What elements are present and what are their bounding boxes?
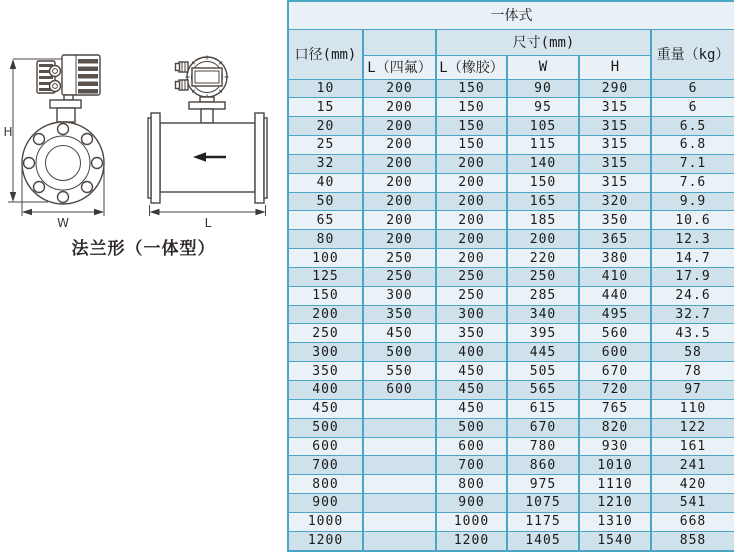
cell-diameter: 800 <box>288 475 363 494</box>
diagram-caption: 法兰形（一体型） <box>71 239 216 259</box>
cell-l-rubber: 900 <box>436 494 507 513</box>
cell-weight: 58 <box>651 343 734 362</box>
cell-weight: 12.3 <box>651 230 734 249</box>
cell-weight: 122 <box>651 418 734 437</box>
cell-l-ptfe: 300 <box>363 286 436 305</box>
front-view <box>3 55 104 230</box>
cell-w: 150 <box>507 173 579 192</box>
cell-h: 560 <box>579 324 651 343</box>
flange-face <box>22 122 104 204</box>
cell-h: 320 <box>579 192 651 211</box>
cell-h: 1010 <box>579 456 651 475</box>
cell-l-rubber: 250 <box>436 286 507 305</box>
table-row <box>288 230 734 249</box>
table-row <box>288 512 734 531</box>
cell-weight: 6.8 <box>651 136 734 155</box>
cell-l-ptfe: 350 <box>363 305 436 324</box>
table-row <box>288 192 734 211</box>
cell-l-ptfe <box>363 437 436 456</box>
cell-diameter: 350 <box>288 362 363 381</box>
header-h: H <box>579 55 651 79</box>
table-row <box>288 211 734 230</box>
pipe-flange-right <box>255 113 264 203</box>
cell-l-ptfe: 600 <box>363 381 436 400</box>
cell-h: 720 <box>579 381 651 400</box>
table-row <box>288 173 734 192</box>
cell-diameter: 125 <box>288 267 363 286</box>
cell-l-rubber: 800 <box>436 475 507 494</box>
pipe-flange-left <box>151 113 160 203</box>
table-row <box>288 399 734 418</box>
cell-l-ptfe <box>363 418 436 437</box>
cell-h: 600 <box>579 343 651 362</box>
cell-weight: 24.6 <box>651 286 734 305</box>
cell-w: 395 <box>507 324 579 343</box>
transmitter-head-side <box>176 56 229 124</box>
cell-l-ptfe: 200 <box>363 211 436 230</box>
cell-l-rubber: 300 <box>436 305 507 324</box>
cell-l-ptfe: 200 <box>363 230 436 249</box>
cell-weight: 858 <box>651 531 734 551</box>
cell-l-ptfe: 500 <box>363 343 436 362</box>
cell-h: 380 <box>579 249 651 268</box>
cell-weight: 97 <box>651 381 734 400</box>
cell-w: 670 <box>507 418 579 437</box>
dimension-l <box>150 205 266 230</box>
cell-l-ptfe: 200 <box>363 79 436 98</box>
cell-diameter: 80 <box>288 230 363 249</box>
table-row <box>288 437 734 456</box>
cell-weight: 110 <box>651 399 734 418</box>
cell-l-rubber: 450 <box>436 362 507 381</box>
cell-w: 1075 <box>507 494 579 513</box>
cell-h: 1210 <box>579 494 651 513</box>
bolt-hole <box>58 192 69 203</box>
cell-w: 90 <box>507 79 579 98</box>
table-row <box>288 98 734 117</box>
table-row <box>288 136 734 155</box>
cell-weight: 78 <box>651 362 734 381</box>
cell-weight: 668 <box>651 512 734 531</box>
cell-h: 290 <box>579 79 651 98</box>
cell-w: 975 <box>507 475 579 494</box>
cell-l-rubber: 200 <box>436 154 507 173</box>
cell-diameter: 1000 <box>288 512 363 531</box>
cell-l-ptfe <box>363 456 436 475</box>
diagram-pane <box>0 0 287 552</box>
cell-l-rubber: 450 <box>436 381 507 400</box>
table-row <box>288 475 734 494</box>
cell-l-rubber: 700 <box>436 456 507 475</box>
spec-table-body <box>288 79 734 551</box>
table-row <box>288 267 734 286</box>
bolt-hole <box>82 134 93 145</box>
cell-diameter: 100 <box>288 249 363 268</box>
cell-w: 185 <box>507 211 579 230</box>
cell-weight: 241 <box>651 456 734 475</box>
cell-w: 340 <box>507 305 579 324</box>
table-row <box>288 324 734 343</box>
table-row <box>288 79 734 98</box>
cell-w: 220 <box>507 249 579 268</box>
cell-weight: 161 <box>651 437 734 456</box>
cell-l-ptfe <box>363 494 436 513</box>
cell-w: 285 <box>507 286 579 305</box>
cell-diameter: 450 <box>288 399 363 418</box>
cell-h: 820 <box>579 418 651 437</box>
cell-weight: 32.7 <box>651 305 734 324</box>
cell-l-ptfe: 200 <box>363 173 436 192</box>
cell-l-rubber: 200 <box>436 230 507 249</box>
cell-h: 410 <box>579 267 651 286</box>
cell-w: 95 <box>507 98 579 117</box>
cell-diameter: 65 <box>288 211 363 230</box>
table-row <box>288 249 734 268</box>
cell-h: 930 <box>579 437 651 456</box>
cell-w: 250 <box>507 267 579 286</box>
cell-l-ptfe: 200 <box>363 98 436 117</box>
table-row <box>288 362 734 381</box>
bolt-icon <box>50 81 61 92</box>
table-row <box>288 456 734 475</box>
bolt-hole <box>34 134 45 145</box>
bolt-hole <box>34 182 45 193</box>
table-pane <box>287 0 734 552</box>
cell-diameter: 400 <box>288 381 363 400</box>
cell-l-ptfe: 200 <box>363 192 436 211</box>
cell-weight: 7.6 <box>651 173 734 192</box>
cell-l-rubber: 200 <box>436 192 507 211</box>
cell-weight: 9.9 <box>651 192 734 211</box>
cell-h: 365 <box>579 230 651 249</box>
cell-l-rubber: 350 <box>436 324 507 343</box>
cell-weight: 541 <box>651 494 734 513</box>
cell-l-ptfe <box>363 531 436 551</box>
flowmeter-diagram <box>0 0 287 232</box>
cell-diameter: 20 <box>288 117 363 136</box>
cell-diameter: 32 <box>288 154 363 173</box>
cell-weight: 43.5 <box>651 324 734 343</box>
cell-weight: 14.7 <box>651 249 734 268</box>
cell-w: 115 <box>507 136 579 155</box>
cell-l-ptfe: 450 <box>363 324 436 343</box>
cell-h: 440 <box>579 286 651 305</box>
cell-w: 860 <box>507 456 579 475</box>
cell-w: 165 <box>507 192 579 211</box>
cell-diameter: 900 <box>288 494 363 513</box>
cell-weight: 6 <box>651 98 734 117</box>
header-size-group: 尺寸(mm) <box>436 29 651 55</box>
cell-l-rubber: 600 <box>436 437 507 456</box>
cell-h: 315 <box>579 136 651 155</box>
bolt-hole <box>92 158 103 169</box>
cable-gland-icon <box>176 62 189 72</box>
cell-diameter: 250 <box>288 324 363 343</box>
cell-h: 315 <box>579 98 651 117</box>
cell-l-rubber: 1200 <box>436 531 507 551</box>
bolt-hole <box>82 182 93 193</box>
header-weight: 重量（kg） <box>651 29 734 79</box>
side-view <box>148 56 267 231</box>
cell-h: 1110 <box>579 475 651 494</box>
table-row <box>288 305 734 324</box>
header-l-ptfe: L（四氟） <box>363 55 436 79</box>
cell-weight: 420 <box>651 475 734 494</box>
table-row <box>288 418 734 437</box>
cell-w: 200 <box>507 230 579 249</box>
cell-l-ptfe <box>363 475 436 494</box>
cell-h: 670 <box>579 362 651 381</box>
cell-l-ptfe: 200 <box>363 136 436 155</box>
cell-l-rubber: 150 <box>436 98 507 117</box>
cell-h: 315 <box>579 154 651 173</box>
cell-diameter: 10 <box>288 79 363 98</box>
header-diameter: 口径(mm) <box>288 29 363 79</box>
cell-diameter: 1200 <box>288 531 363 551</box>
cell-w: 565 <box>507 381 579 400</box>
table-row <box>288 494 734 513</box>
cell-l-rubber: 250 <box>436 267 507 286</box>
cell-h: 315 <box>579 117 651 136</box>
cell-h: 1310 <box>579 512 651 531</box>
table-row <box>288 154 734 173</box>
cell-h: 495 <box>579 305 651 324</box>
cell-diameter: 50 <box>288 192 363 211</box>
cell-l-rubber: 150 <box>436 117 507 136</box>
table-title: 一体式 <box>288 1 734 29</box>
cell-w: 1405 <box>507 531 579 551</box>
cell-l-rubber: 450 <box>436 399 507 418</box>
cell-diameter: 700 <box>288 456 363 475</box>
cell-l-ptfe: 250 <box>363 249 436 268</box>
cable-gland-icon <box>176 80 189 90</box>
cell-l-rubber: 200 <box>436 211 507 230</box>
header-l-rubber: L（橡胶） <box>436 55 507 79</box>
cell-diameter: 25 <box>288 136 363 155</box>
cell-diameter: 600 <box>288 437 363 456</box>
cell-l-ptfe: 200 <box>363 117 436 136</box>
cell-l-ptfe: 200 <box>363 154 436 173</box>
cell-h: 1540 <box>579 531 651 551</box>
cell-diameter: 40 <box>288 173 363 192</box>
table-row <box>288 117 734 136</box>
cell-weight: 6 <box>651 79 734 98</box>
cell-w: 140 <box>507 154 579 173</box>
transmitter-housing <box>37 55 100 122</box>
cell-l-rubber: 200 <box>436 249 507 268</box>
cell-w: 445 <box>507 343 579 362</box>
cell-w: 615 <box>507 399 579 418</box>
cell-l-ptfe: 250 <box>363 267 436 286</box>
cell-l-rubber: 150 <box>436 136 507 155</box>
bolt-hole <box>24 158 35 169</box>
dim-label-l: L <box>204 216 212 230</box>
table-row <box>288 286 734 305</box>
cell-h: 315 <box>579 173 651 192</box>
cell-weight: 6.5 <box>651 117 734 136</box>
spec-table <box>287 0 734 552</box>
cell-diameter: 200 <box>288 305 363 324</box>
cell-l-rubber: 500 <box>436 418 507 437</box>
cell-w: 505 <box>507 362 579 381</box>
bolt-icon <box>50 66 61 77</box>
cell-diameter: 500 <box>288 418 363 437</box>
table-row <box>288 381 734 400</box>
cell-w: 780 <box>507 437 579 456</box>
table-row <box>288 531 734 551</box>
cell-l-ptfe <box>363 512 436 531</box>
cell-l-rubber: 150 <box>436 79 507 98</box>
cell-l-rubber: 200 <box>436 173 507 192</box>
cell-diameter: 300 <box>288 343 363 362</box>
cell-l-rubber: 1000 <box>436 512 507 531</box>
dim-label-h: H <box>3 125 13 139</box>
header-w: W <box>507 55 579 79</box>
cell-weight: 10.6 <box>651 211 734 230</box>
cell-h: 765 <box>579 399 651 418</box>
table-row <box>288 343 734 362</box>
bolt-hole <box>58 124 69 135</box>
cell-diameter: 150 <box>288 286 363 305</box>
cell-w: 105 <box>507 117 579 136</box>
cell-w: 1175 <box>507 512 579 531</box>
cell-diameter: 15 <box>288 98 363 117</box>
cell-weight: 17.9 <box>651 267 734 286</box>
cell-h: 350 <box>579 211 651 230</box>
cell-l-rubber: 400 <box>436 343 507 362</box>
header-empty <box>363 29 436 55</box>
cell-l-ptfe: 550 <box>363 362 436 381</box>
dim-label-w: W <box>57 216 69 230</box>
cell-l-ptfe <box>363 399 436 418</box>
cell-weight: 7.1 <box>651 154 734 173</box>
